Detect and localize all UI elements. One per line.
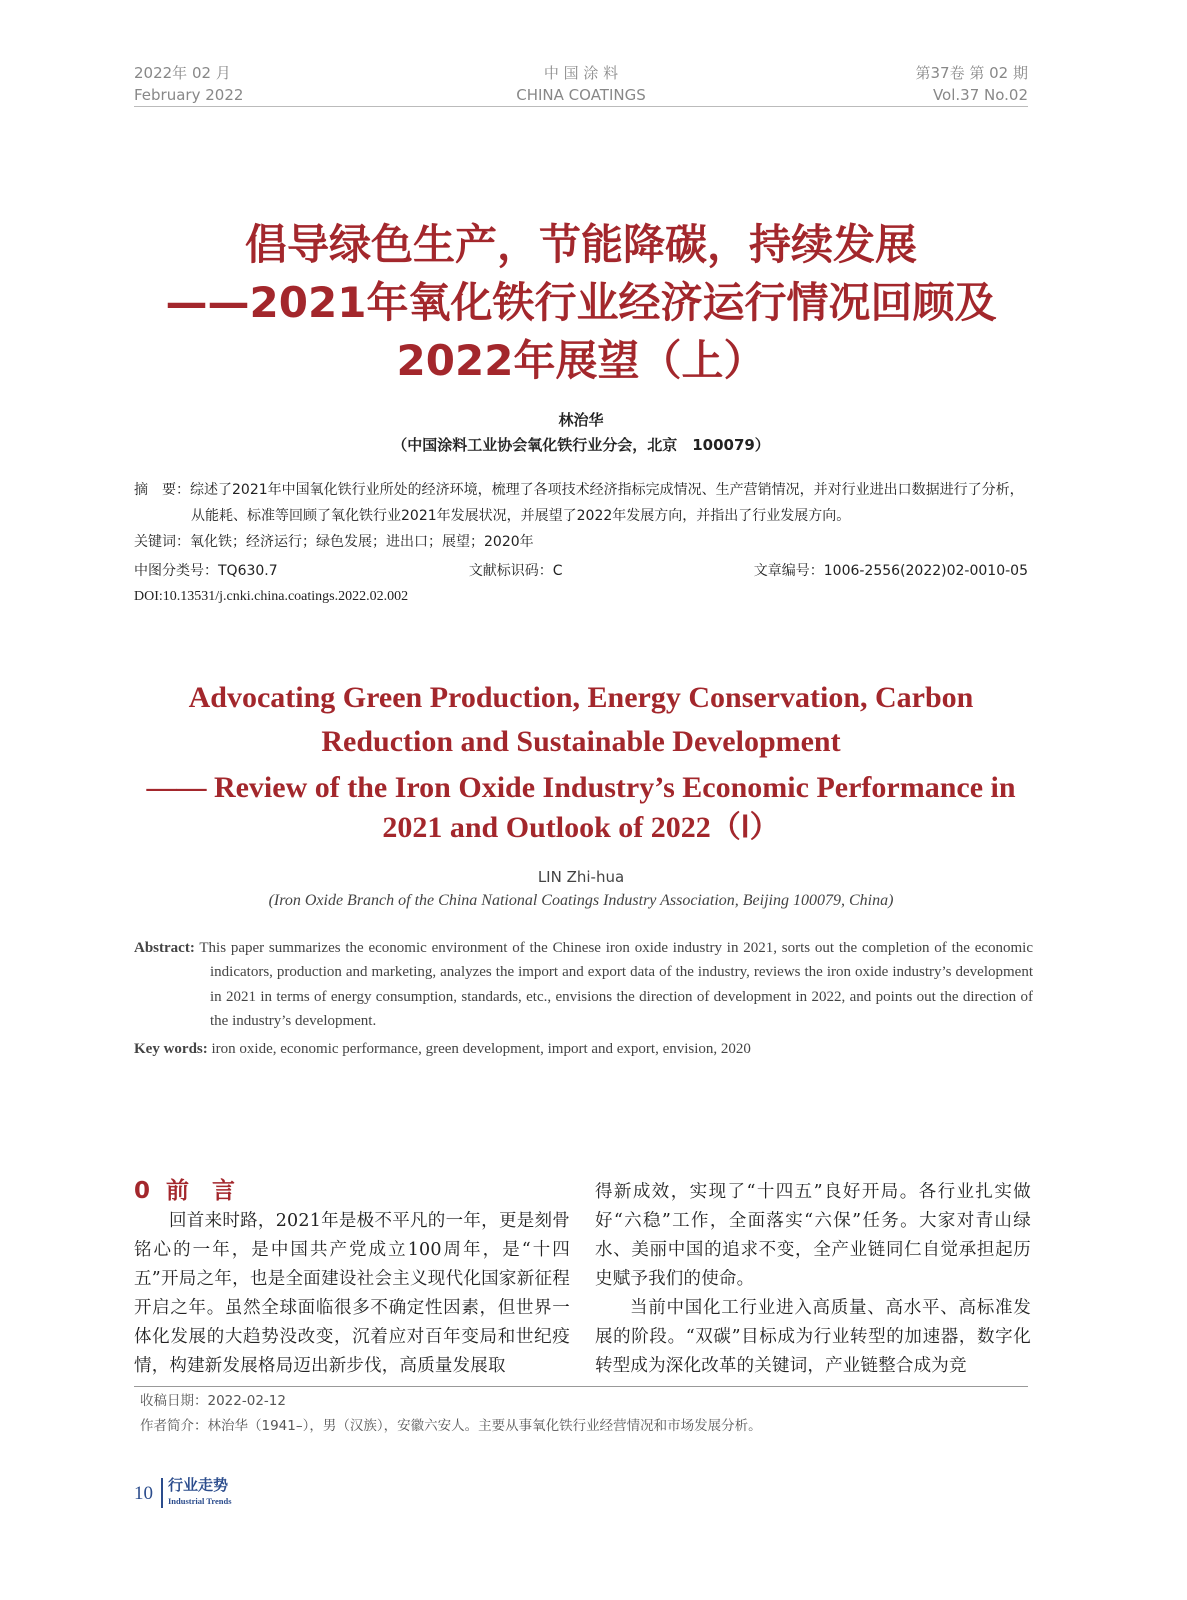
footer-section-en: Industrial Trends — [168, 1496, 232, 1506]
page-number: 10 — [134, 1483, 153, 1504]
abstract-en-label: Abstract: — [134, 940, 195, 956]
front-matter-en — [134, 936, 1033, 1061]
footer-section-cn: 行业走势 — [168, 1476, 229, 1494]
footer-section — [168, 1476, 232, 1507]
author-cn: 林治华 — [558, 411, 604, 429]
journal-cn: 中 国 涂 料 — [543, 64, 619, 82]
footnote-rule — [134, 1386, 1028, 1387]
classification-row — [134, 558, 1028, 584]
keywords-en — [134, 1037, 1033, 1061]
classification: 中图分类号：TQ630.7 — [134, 563, 278, 579]
author-en: LIN Zhi-hua — [537, 868, 625, 886]
section-number: 0 — [134, 1178, 151, 1204]
affiliation-cn: （中国涂料工业协会氧化铁行业分会，北京 100079） — [392, 436, 770, 454]
title-cn-block — [60, 216, 1102, 458]
keywords-cn — [134, 529, 1028, 555]
body-paragraph: 回首来时路，2021年是极不平凡的一年，更是刻骨铭心的一年，是中国共产党成立100周年，是“十四五”开局之年，也是全面建设社会主义现代化国家新征程开启之年。虽然全球面临很多不确定性因素，但世界一体化发展的大趋势没改变，沉着应对百年变局和世纪疫情，构建新发展格局迈出新步伐，高质量发展取 — [134, 1211, 570, 1376]
issue-en: Vol.37 No.02 — [932, 86, 1028, 104]
front-matter-cn — [134, 477, 1028, 610]
footnotes — [140, 1389, 762, 1439]
keywords-en-label: Key words: — [134, 1041, 208, 1058]
document-code: 文献标识码：C — [468, 563, 563, 579]
header-rule — [134, 106, 1028, 107]
title-cn-line1: 倡导绿色生产，节能降碳，持续发展 — [244, 220, 917, 269]
title-cn-line3: 2022年展望（上） — [396, 336, 766, 385]
header-issue — [916, 62, 1028, 106]
body-paragraph: 当前中国化工行业进入高质量、高水平、高标准发展的阶段。“双碳”目标成为行业转型的加速器，数字化转型成为深化改革的关键词，产业链整合成为竞 — [595, 1298, 1031, 1376]
keywords-cn-label: 关键词： — [134, 534, 190, 550]
abstract-cn-label: 摘 要： — [134, 482, 190, 498]
date-cn: 2022年 02 月 — [134, 64, 231, 82]
journal-en: CHINA COATINGS — [516, 86, 646, 104]
body-paragraph: 得新成效，实现了“十四五”良好开局。各行业扎实做好“六稳”工作，全面落实“六保”任务。大家对青山绿水、美丽中国的追求不变，全产业链同仁自觉承担起历史赋予我们的使命。 — [595, 1182, 1031, 1289]
section-title: 前 言 — [166, 1178, 236, 1204]
article-number: 文章编号：1006-2556(2022)02-0010-05 — [753, 563, 1028, 579]
abstract-cn — [134, 477, 1028, 529]
title-en-line2: Reduction and Sustainable Development — [321, 725, 841, 758]
abstract-en-text: This paper summarizes the economic environment of the Chinese iron oxide industry in 2021, sorts out the completion of the economic indicators, production and marketing, analyzes the import and export data of the industry, reviews the iron oxide industry’s development in 2021 in terms of energy consumption, standards, etc., envisions the direction of development in 2022, and points out the direction of the industry’s development. — [199, 940, 1033, 1029]
footer-divider — [161, 1478, 163, 1508]
title-en-line3: —— Review of the Iron Oxide Industry’s Economic Performance in — [146, 771, 1016, 804]
keywords-cn-text: 氧化铁；经济运行；绿色发展；进出口；展望；2020年 — [190, 534, 534, 550]
abstract-en — [134, 936, 1033, 1033]
affiliation-en: (Iron Oxide Branch of the China National Coatings Industry Association, Beijing 100079, China) — [268, 892, 894, 909]
author-bio: 作者简介：林治华（1941–），男（汉族），安徽六安人。主要从事氧化铁行业经营情况和市场发展分析。 — [140, 1418, 762, 1434]
doi: DOI:10.13531/j.cnki.china.coatings.2022.02.002 — [134, 589, 409, 604]
section-heading — [134, 1172, 235, 1205]
date-en: February 2022 — [134, 86, 244, 104]
header-date — [134, 62, 243, 106]
title-en-line1: Advocating Green Production, Energy Conservation, Carbon — [188, 681, 974, 714]
title-en-block — [90, 676, 1072, 912]
title-en-line4: 2021 and Outlook of 2022（Ⅰ） — [382, 811, 780, 844]
body-column-left — [134, 1207, 570, 1381]
title-cn-line2: ——2021年氧化铁行业经济运行情况回顾及 — [165, 278, 997, 327]
header-journal — [420, 62, 742, 106]
keywords-en-text: iron oxide, economic performance, green development, import and export, envision, 2020 — [211, 1041, 751, 1058]
abstract-cn-text: 综述了2021年中国氧化铁行业所处的经济环境，梳理了各项技术经济指标完成情况、生产营销情况，并对行业进出口数据进行了分析，从能耗、标准等回顾了氧化铁行业2021年发展状况，并展望了2022年发展方向，并指出了行业发展方向。 — [190, 482, 1024, 524]
body-column-right — [595, 1178, 1031, 1381]
received-date: 收稿日期：2022-02-12 — [140, 1393, 286, 1409]
issue-cn: 第37卷 第 02 期 — [915, 64, 1028, 82]
